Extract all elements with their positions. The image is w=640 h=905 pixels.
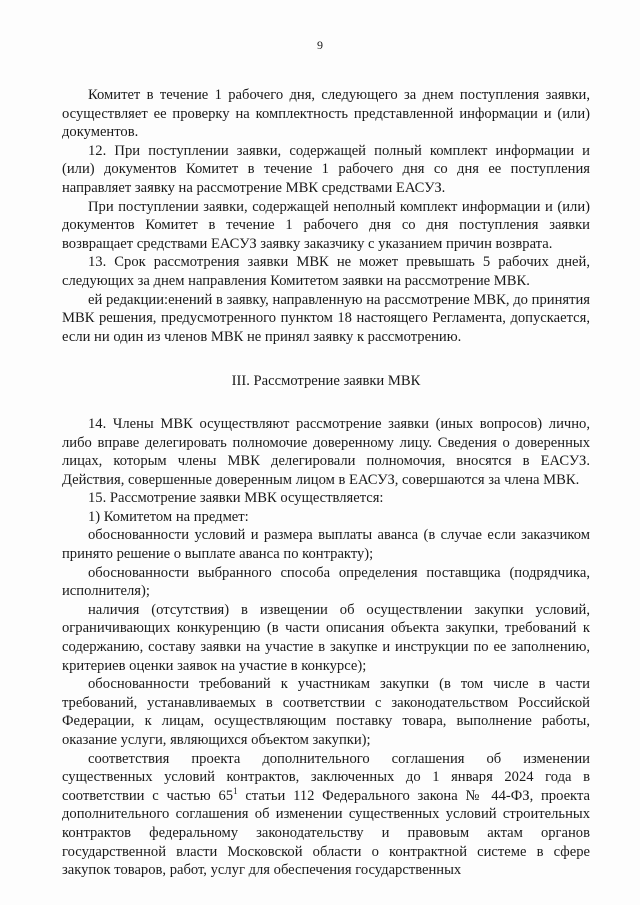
page-number: 9 xyxy=(317,38,323,52)
section-heading: III. Рассмотрение заявки МВК xyxy=(231,373,421,390)
paragraph: 14. Члены МВК осуществляют рассмотрение заявки (иных вопросов) лично, либо вправе делегировать полномочие доверенному лицу. Сведения о доверенных лицах, которым члены МВК делегировали полномочия, вносятся в ЕАСУЗ. Действия, совершенные доверенным лицом в ЕАСУЗ, совершаются за члена МВК. xyxy=(62,415,590,488)
paragraph: Комитет в течение 1 рабочего дня, следующего за днем поступления заявки, осуществляет ее проверку на комплектность представленной информации и (или) документов. xyxy=(62,87,590,141)
paragraph: обоснованности требований к участникам закупки (в том числе в части требований, устанавливаемых в соответствии с законодательством Российской Федерации, к лицам, осуществляющим поставку товара, выполнение работы, оказание услуги, являющихся объектом закупки); xyxy=(62,676,590,748)
document-body xyxy=(62,86,590,880)
paragraph-with-footnote xyxy=(62,750,590,880)
paragraph-text: соответствия проекта дополнительного соглашения об изменении существенных условий контрактов, заключенных до 1 января 2024 года в соответствии с частью 65 xyxy=(62,750,590,804)
paragraph: 15. Рассмотрение заявки МВК осуществляется: xyxy=(88,490,384,507)
paragraph: обоснованности условий и размера выплаты аванса (в случае если заказчиком принято решение о выплате аванса по контракту); xyxy=(62,527,590,563)
superscript: 1 xyxy=(233,785,238,796)
paragraph: 13. Срок рассмотрения заявки МВК не может превышать 5 рабочих дней, следующих за днем направления Комитетом заявки на рассмотрение МВК. xyxy=(62,254,590,289)
paragraph: обоснованности выбранного способа определения поставщика (подрядчика, исполнителя); xyxy=(62,564,590,600)
paragraph-text: статьи 112 Федерального закона № 44-ФЗ, проекта дополнительного соглашения об изменении существенных условий строительных контрактов федеральному законодательству и правовым актам органов государственной власти Московской области о контрактной системе в сфере закупок товаров, работ, услуг для обеспечения государственных xyxy=(62,787,590,879)
paragraph: наличия (отсутствия) в извещении об осуществлении закупки условий, ограничивающих конкуренцию (в части описания объекта закупки, требований к содержанию, составу заявки на участие в закупке и инструкции по ее заполнению, критериев оценки заявок на участие в конкурсе); xyxy=(62,601,590,674)
paragraph: 1) Комитетом на предмет: xyxy=(88,508,249,525)
paragraph: При поступлении заявки, содержащей неполный комплект информации и (или) документов Комитет в течение 1 рабочего дня со дня поступления заявки возвращает средствами ЕАСУЗ заявку заказчику с указанием причин возврата. xyxy=(62,198,590,252)
paragraph: 12. При поступлении заявки, содержащей полный комплект информации и (или) документов Комитет в течение 1 рабочего дня со дня ее поступления направляет заявку на рассмотрение МВК средствами ЕАСУЗ. xyxy=(62,142,590,196)
paragraph: ей редакции:енений в заявку, направленную на рассмотрение МВК, до принятия МВК решения, предусмотренного пунктом 18 настоящего Регламента, допускается, если ни один из членов МВК не принял заявку к рассмотрению. xyxy=(62,291,590,345)
